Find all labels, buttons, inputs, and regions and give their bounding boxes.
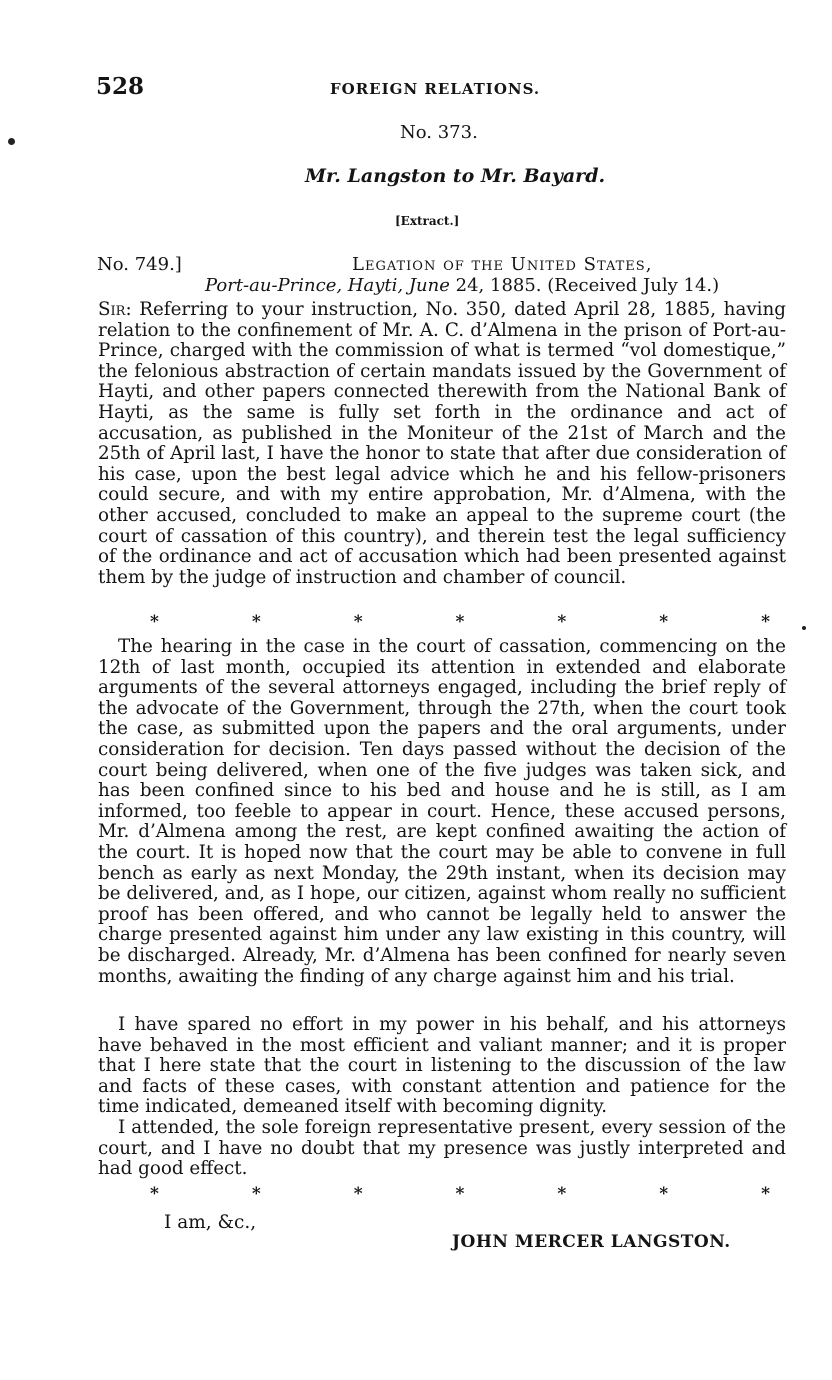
running-title: FOREIGN RELATIONS.: [330, 80, 541, 98]
star-mark: *: [251, 1184, 261, 1204]
star-mark: *: [150, 612, 159, 632]
signature: JOHN MERCER LANGSTON.: [452, 1232, 731, 1252]
star-mark: *: [455, 1184, 465, 1204]
date-rest: 24, 1885.: [455, 275, 542, 296]
date-month: June: [408, 275, 450, 296]
page-number: 528: [96, 73, 145, 100]
star-mark: *: [353, 1184, 363, 1204]
star-mark: *: [150, 1184, 159, 1204]
paragraph-3: I have spared no effort in my power in his behalf, and his attorneys have behaved in the most efficient and valiant manner; and it is proper that I here state that the court in listening to the discussion of the law and facts of these cases, with constant attention and patience for the time indicated, demeaned itself with becoming dignity.: [98, 1014, 786, 1118]
paragraph-1: [98, 300, 786, 588]
ink-spot: [8, 138, 15, 145]
star-mark: *: [557, 1184, 567, 1204]
ink-spot: [802, 626, 806, 630]
star-mark: *: [251, 612, 261, 632]
star-mark: *: [455, 612, 465, 632]
salutation: Sir:: [98, 299, 132, 320]
ellipsis-stars-1: [150, 612, 770, 632]
star-mark: *: [761, 1184, 770, 1204]
extract-note: [Extract.]: [395, 214, 460, 228]
star-mark: *: [557, 612, 567, 632]
star-mark: *: [659, 1184, 669, 1204]
paragraph-2: The hearing in the case in the court of cassation, commencing on the 12th of last month, occupied its attention in extended and elaborate arguments of the several attorneys engaged, including the brief reply of the advocate of the Government, through the 27th, when the court took the case, as submitted upon the papers and the oral arguments, under consideration for decision. Ten days passed without the decision of the court being delivered, when one of the five judges was taken sick, and has been confined since to his bed and house and he is still, as I am informed, too feeble to appear in court. Hence, these accused persons, Mr. d’Almena among the rest, are kept confined awaiting the action of the court. It is hoped now that the court may be able to convene in full bench as early as next Monday, the 29th instant, when its decision may be delivered, and, as I hope, our citizen, against whom really no sufficient proof has been offered, and who cannot be legally held to answer the charge presented against him under any law existing in this country, will be discharged. Already, Mr. d’Almena has been confined for nearly seven months, awaiting the finding of any charge against him and his trial.: [98, 636, 786, 987]
closing: I am, &c.,: [164, 1212, 257, 1233]
despatch-number: No. 749.]: [97, 254, 182, 275]
star-mark: *: [659, 612, 669, 632]
star-mark: *: [353, 612, 363, 632]
place-date-line: [205, 275, 719, 296]
document-number: No. 373.: [400, 122, 478, 143]
paragraph-4: I attended, the sole foreign representative present, every session of the court, and I have no doubt that my presence was justly interpreted and had good effect.: [98, 1117, 786, 1180]
ellipsis-stars-2: [150, 1184, 770, 1204]
paragraph-1-text: Referring to your instruction, No. 350, dated April 28, 1885, having relation to the confinement of Mr. A. C. d’Almena in the prison of Port-au-Prince, charged with the commission of what is termed “vol domestique,” the felonious abstraction of certain mandats issued by the Government of Hayti, and other papers connected therewith from the National Bank of Hayti, as the same is fully set forth in the ordinance and act of accusation, as published in the Moniteur of the 21st of March and the 25th of April last, I have the honor to state that after due consideration of his case, upon the best legal advice which he and his fellow-prisoners could secure, and with my entire approbation, Mr. d’Almena, with the other accused, concluded to make an appeal to the supreme court (the court of cassation of this country), and therein test the legal sufficiency of the ordinance and act of accusation which had been presented against them by the judge of instruction and chamber of council.: [98, 299, 787, 588]
document-title: Mr. Langston to Mr. Bayard.: [305, 165, 606, 187]
legation-heading: Legation of the United States,: [352, 254, 653, 275]
place: Port-au-Prince, Hayti,: [205, 275, 404, 296]
star-mark: *: [761, 612, 770, 632]
received-note: (Received July 14.): [547, 275, 720, 296]
